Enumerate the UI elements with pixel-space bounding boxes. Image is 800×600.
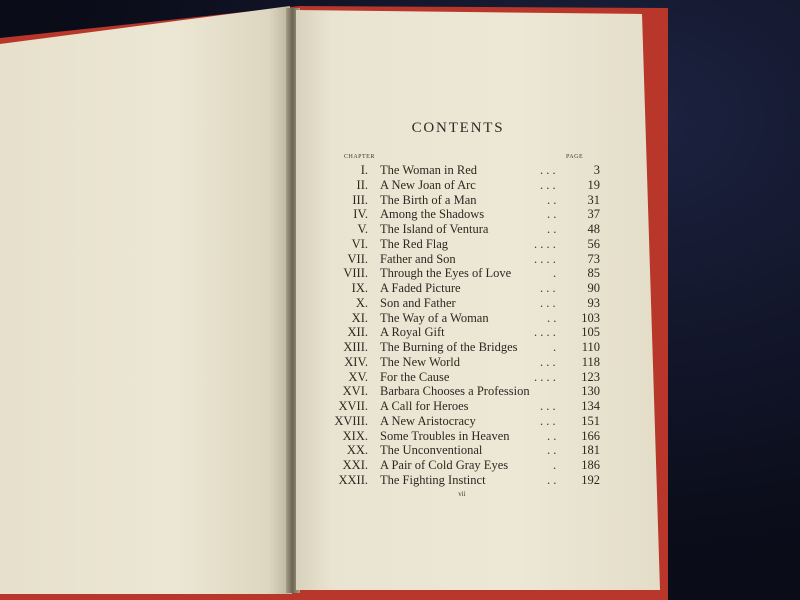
leader-dots: . . <box>547 310 557 325</box>
leader-dots: . . <box>547 443 557 458</box>
leader-dots: . . . <box>540 413 556 428</box>
leader-dots: . . . <box>540 295 556 310</box>
leader-dots: . . <box>547 192 557 207</box>
leader-dots: . <box>553 458 557 472</box>
chapter-number: VIII. <box>343 266 368 281</box>
chapter-title: Some Troubles in Heaven <box>380 428 510 443</box>
toc-entry <box>330 281 600 296</box>
chapter-title: The Red Flag <box>380 236 449 251</box>
toc-entry <box>330 473 600 488</box>
page-folio: vii <box>458 490 466 498</box>
page-number: 151 <box>581 413 600 428</box>
chapter-number: VI. <box>351 236 368 251</box>
leader-dots: . . <box>547 472 557 487</box>
chapter-title: A Faded Picture <box>380 281 461 295</box>
chapter-title: Father and Son <box>380 251 456 266</box>
leader-dots: . . . . <box>534 251 556 266</box>
leader-dots: . . <box>547 428 557 443</box>
page-number: 134 <box>581 399 600 413</box>
chapter-title: A Royal Gift <box>380 325 445 340</box>
toc-entry <box>330 222 600 237</box>
page-number: 130 <box>581 384 600 399</box>
toc-entry <box>330 443 600 458</box>
chapter-title: For the Cause <box>380 369 450 384</box>
toc-entry <box>330 207 600 222</box>
chapter-number: III. <box>352 192 368 207</box>
chapter-title: Barbara Chooses a Profession <box>380 384 530 399</box>
toc-entry <box>330 429 600 444</box>
page-number: 118 <box>581 354 600 369</box>
toc-entry <box>330 237 600 252</box>
chapter-number: XVI. <box>342 384 368 399</box>
toc-entry <box>330 266 600 281</box>
contents-title: CONTENTS <box>411 120 505 136</box>
page-number: 186 <box>581 458 600 472</box>
page-number: 3 <box>593 163 600 177</box>
leader-dots: . . <box>547 207 557 222</box>
chapter-title: The Unconventional <box>380 443 483 458</box>
chapter-number: XI. <box>351 310 368 325</box>
leader-dots: . . . <box>540 399 556 413</box>
chapter-number: X. <box>355 295 368 310</box>
chapter-number: XII. <box>347 325 368 340</box>
chapter-number: II. <box>356 177 368 192</box>
page-number: 110 <box>581 340 600 354</box>
toc-entry <box>330 311 600 326</box>
leader-dots: . . . . <box>534 236 556 251</box>
chapter-column-header: CHAPTER <box>344 154 375 160</box>
page-number: 105 <box>581 325 600 340</box>
page-number: 166 <box>581 428 600 443</box>
toc-entry <box>330 370 600 385</box>
chapter-number: XXII. <box>338 472 368 487</box>
toc-entry <box>330 193 600 208</box>
chapter-title: The Way of a Woman <box>380 310 489 325</box>
page-number: 192 <box>581 472 600 487</box>
chapter-number: I. <box>360 163 368 177</box>
page-number: 123 <box>581 369 600 384</box>
leader-dots: . <box>553 266 557 281</box>
leader-dots: . . . <box>540 354 556 369</box>
leader-dots: . . . <box>540 177 556 192</box>
toc-entry <box>330 252 600 267</box>
toc-entry <box>330 163 600 178</box>
chapter-number: XIX. <box>342 428 368 443</box>
toc-entry <box>330 414 600 429</box>
leader-dots: . . . . <box>534 325 556 340</box>
leader-dots: . <box>553 340 557 354</box>
chapter-number: V. <box>357 222 368 236</box>
page-number: 56 <box>587 236 600 251</box>
chapter-number: XXI. <box>342 458 368 472</box>
page-number: 37 <box>587 207 600 222</box>
leader-dots: . . . <box>540 281 556 295</box>
toc-entry <box>330 340 600 355</box>
page-number: 85 <box>587 266 600 281</box>
toc-entry <box>330 384 600 399</box>
toc-entry <box>330 296 600 311</box>
page-column-header: PAGE <box>566 154 584 160</box>
chapter-number: IX. <box>351 281 368 295</box>
toc-entry <box>330 399 600 414</box>
page-number: 31 <box>587 192 600 207</box>
page-number: 73 <box>587 251 600 266</box>
toc-entry <box>330 325 600 340</box>
page-number: 90 <box>587 281 600 295</box>
chapter-title: The Fighting Instinct <box>380 472 486 487</box>
chapter-title: Son and Father <box>380 295 456 310</box>
chapter-title: A New Aristocracy <box>380 413 476 428</box>
toc-entry <box>330 458 600 473</box>
leader-dots: . . <box>547 222 557 236</box>
chapter-number: XIV. <box>344 354 368 369</box>
chapter-title: Through the Eyes of Love <box>380 266 512 281</box>
chapter-title: The Island of Ventura <box>380 222 489 236</box>
page-number: 48 <box>587 222 600 236</box>
leader-dots: . . . <box>540 163 556 177</box>
toc-entry <box>330 355 600 370</box>
toc-entry <box>330 178 600 193</box>
chapter-title: A New Joan of Arc <box>380 177 476 192</box>
chapter-title: The Burning of the Bridges <box>380 340 518 354</box>
chapter-number: XVIII. <box>334 413 368 428</box>
chapter-number: IV. <box>353 207 368 222</box>
page-number: 19 <box>587 177 600 192</box>
leader-dots: . . . . <box>534 369 556 384</box>
chapter-title: A Call for Heroes <box>380 399 469 413</box>
page-number: 103 <box>581 310 600 325</box>
page-number: 181 <box>581 443 600 458</box>
chapter-number: XVII. <box>338 399 368 413</box>
left-page <box>0 6 292 594</box>
page-number: 93 <box>587 295 600 310</box>
chapter-title: The Woman in Red <box>380 163 478 177</box>
chapter-title: Among the Shadows <box>380 207 485 222</box>
chapter-number: XIII. <box>343 340 368 354</box>
chapter-number: VII. <box>347 251 368 266</box>
chapter-number: XX. <box>346 443 368 458</box>
chapter-number: XV. <box>348 369 368 384</box>
chapter-title: The New World <box>380 354 460 369</box>
chapter-title: A Pair of Cold Gray Eyes <box>380 458 509 472</box>
chapter-title: The Birth of a Man <box>380 192 477 207</box>
